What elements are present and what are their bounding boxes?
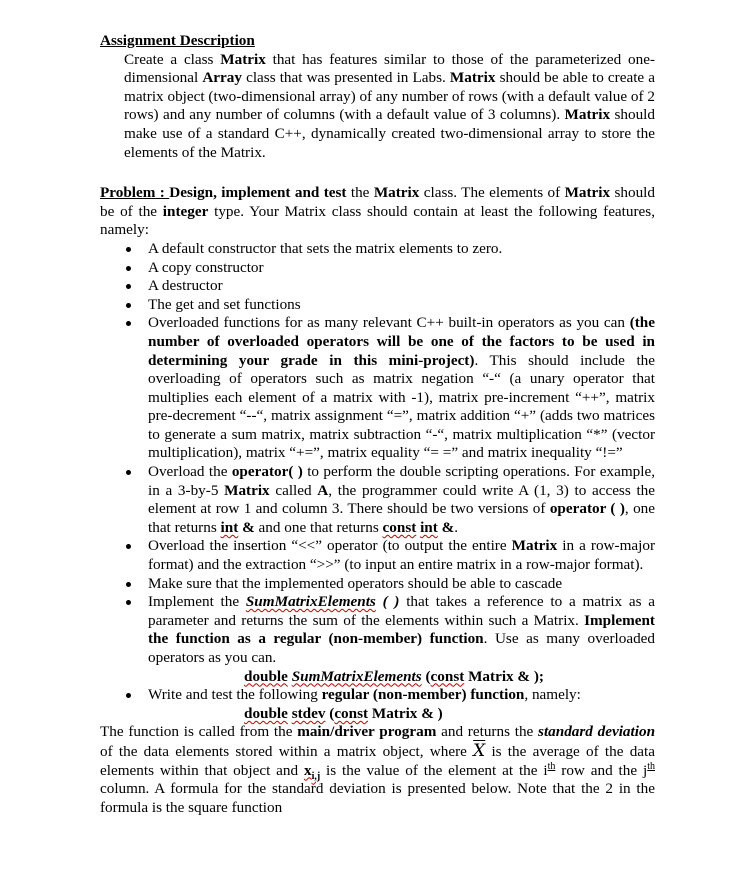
- sig-part: stdev: [291, 704, 326, 722]
- feature-item-destructor: [100, 277, 655, 296]
- sig-part: (: [421, 667, 431, 685]
- ordinal-superscript: th: [547, 760, 556, 772]
- feature-text: Implement the: [148, 593, 246, 611]
- feature-bold: Implement the function as a regular (non-member) function: [148, 611, 655, 648]
- sum-matrix-signature: [148, 668, 655, 687]
- closing-text: and returns the: [436, 723, 539, 741]
- x-ij-symbol: x: [303, 761, 312, 779]
- closing-text: is the average of the data elements within that object and: [100, 742, 655, 779]
- feature-text: Overload the insertion “<<” operator (to output the entire: [148, 537, 512, 555]
- feature-bold-code: &: [437, 518, 455, 536]
- feature-bold: regular (non-member) function: [321, 686, 525, 704]
- feature-item-cascade: [100, 575, 655, 594]
- desc-text: should be able to create a matrix object (two-dimensional array) of any number of rows (with a default value of 2 rows) and any number of columns (with a default value of 3 columns).: [124, 69, 655, 124]
- closing-text: row and the: [555, 761, 643, 779]
- feature-list: [100, 240, 655, 723]
- sig-part: Matrix & ): [368, 704, 443, 722]
- feature-bold-code: &: [238, 518, 255, 536]
- assignment-description: [124, 51, 655, 163]
- feature-text: A default constructor that sets the matrix elements to zero.: [148, 239, 503, 257]
- feature-bold: A: [317, 481, 329, 499]
- sig-part: const: [430, 667, 465, 685]
- assignment-heading: Assignment Description: [100, 32, 255, 49]
- feature-text: , one that returns: [148, 500, 655, 536]
- desc-bold: Array: [202, 69, 242, 87]
- feature-text: . This should include the overloading of operators such as matrix negation “-“ (a unary operator that multiplies each element of a matrix with -1), matrix pre-increment “++”, matrix pre-decrement “--“, matrix assignment “=”, matrix addition “+” (adds two matrices to generate a sum matrix, matrix subtraction “-“, matrix multiplication “*” (vector multiplication), matrix “+=”, matrix equality “= =” and matrix inequality “!=”: [148, 351, 655, 462]
- x-bar-symbol: $\overline{X}$: [473, 740, 486, 761]
- sig-part: double: [244, 704, 288, 722]
- feature-bold: operator( ): [231, 463, 303, 481]
- problem-text: the: [346, 184, 374, 202]
- desc-bold: Matrix: [564, 106, 611, 124]
- feature-bold: Matrix: [224, 481, 270, 499]
- feature-text: that takes a reference to a matrix as a parameter and returns the sum of the elements within such a Matrix.: [148, 593, 655, 629]
- closing-bold-italic: standard deviation: [538, 723, 656, 741]
- feature-bold-code: int: [420, 518, 438, 536]
- feature-item-operator-call: [100, 463, 655, 537]
- closing-text: is the value of the element at the: [320, 761, 544, 779]
- closing-text: i: [543, 761, 548, 779]
- document-page: [100, 32, 655, 817]
- desc-bold: Matrix: [220, 50, 266, 68]
- spacer: [100, 162, 655, 184]
- closing-paragraph: [100, 723, 655, 817]
- feature-bold-code: int: [220, 518, 239, 536]
- problem-statement: [100, 184, 655, 240]
- feature-bold: operator ( ): [549, 500, 625, 518]
- closing-text: j: [642, 761, 648, 779]
- closing-text: The function is called from the: [100, 723, 298, 741]
- stdev-signature: [148, 705, 655, 724]
- feature-bold-italic: SumMatrixElements: [245, 593, 376, 611]
- problem-text: class. The elements of: [419, 184, 565, 202]
- problem-label-text: Problem: [100, 184, 156, 202]
- sig-part: double: [244, 667, 288, 685]
- problem-label: [100, 184, 169, 201]
- sig-part: SumMatrixElements: [291, 667, 422, 685]
- feature-text: Overloaded functions for as many relevant C++ built-in operators as you can: [148, 314, 630, 332]
- feature-bold-code: const: [382, 518, 417, 536]
- feature-text: and one that returns: [254, 518, 383, 536]
- desc-text: should make use of a standard C++, dynamically created two-dimensional array to store the elements of the Matrix.: [124, 106, 655, 161]
- feature-item-sum-matrix-elements: [100, 593, 655, 686]
- feature-text: , the programmer could write A (1, 3) to access the element at row 1 and column 3. There should be two versions of: [148, 481, 655, 518]
- feature-text: to perform the double scripting operations. For example, in a 3-by-5: [148, 463, 656, 499]
- feature-text: A copy constructor: [148, 258, 264, 276]
- desc-text: Create a class: [124, 50, 221, 68]
- desc-bold: Matrix: [449, 69, 496, 87]
- feature-item-overloaded-operators: [100, 314, 655, 463]
- closing-text: of the data elements stored within a matrix object, where: [100, 742, 474, 760]
- problem-text: type. Your Matrix class should contain at least the following features, namely:: [100, 202, 655, 239]
- feature-item-stdev: [100, 686, 655, 723]
- sig-part: const: [334, 704, 369, 722]
- feature-text: Write and test the following: [148, 686, 322, 704]
- desc-text: that has features similar to those of the parameterized one-dimensional: [124, 50, 655, 87]
- feature-item-stream-operators: [100, 537, 655, 574]
- feature-item-get-set: [100, 296, 655, 315]
- sig-part: Matrix & );: [464, 667, 544, 685]
- sig-part: (: [325, 704, 335, 722]
- desc-text: class that was presented in Labs.: [241, 69, 450, 87]
- feature-bold: Matrix: [511, 537, 558, 555]
- problem-text: should be of the: [100, 184, 655, 220]
- problem-bold: Matrix: [564, 184, 611, 202]
- problem-label-separator: :: [155, 184, 170, 202]
- feature-text: Overload the: [148, 463, 232, 481]
- feature-text: .: [454, 518, 459, 536]
- closing-text: column. A formula for the standard deviation is presented below. Note that the 2 in the formula is the square function: [100, 780, 655, 816]
- x-ij-subscript: i,j: [311, 770, 321, 782]
- ordinal-superscript: th: [647, 760, 655, 772]
- problem-bold: integer: [162, 202, 209, 220]
- problem-bold: Design, implement and test: [169, 184, 347, 202]
- feature-bold: (the number of overloaded operators will be one of the factors to be used in determining your grade in this mini-project): [148, 314, 655, 369]
- feature-text: A destructor: [148, 277, 223, 295]
- problem-bold: Matrix: [373, 184, 420, 202]
- feature-item-default-constructor: [100, 240, 655, 259]
- closing-bold: main/driver program: [297, 723, 437, 741]
- feature-text: . Use as many overloaded operators as you can.: [148, 630, 655, 666]
- feature-text: Make sure that the implemented operators should be able to cascade: [148, 574, 563, 592]
- feature-text: called: [269, 481, 318, 499]
- feature-text: The get and set functions: [148, 295, 301, 313]
- feature-bold-italic: ( ): [375, 593, 400, 611]
- feature-text: in a row-major format) and the extraction “>>” (to input an entire matrix in a row-major format).: [148, 537, 655, 574]
- feature-item-copy-constructor: [100, 259, 655, 278]
- feature-text: , namely:: [524, 686, 581, 704]
